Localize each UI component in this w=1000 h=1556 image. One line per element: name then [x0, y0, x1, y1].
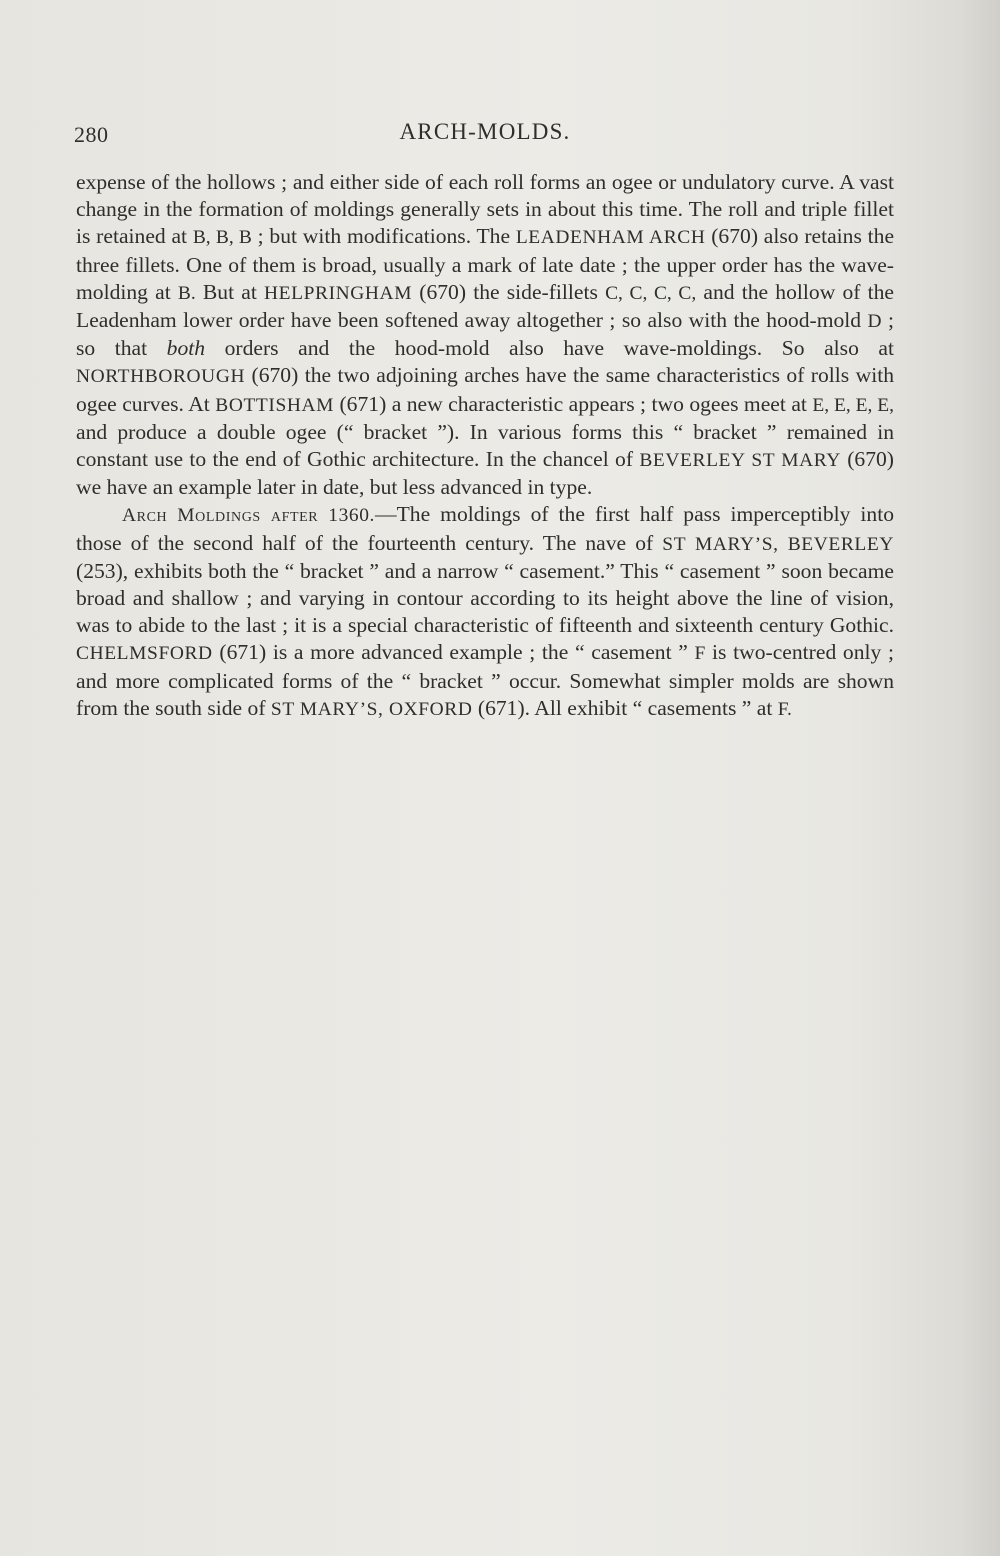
figure-reference: F. [777, 698, 792, 720]
text-run: (671) a new characteristic appears ; two ogees meet at [334, 391, 813, 416]
place-name: LEADENHAM ARCH [515, 227, 706, 249]
figure-reference: D [867, 311, 882, 333]
text-run: is two-centred only ; and more complicated forms of the “ bracket ” occur. Somewhat simpler molds are shown from the south side of [76, 640, 894, 720]
text-run: (670) we have an example later in date, but less advanced in type. [76, 447, 894, 500]
paragraph-2 [76, 501, 894, 723]
text-run: and the hollow of the Leadenham lower order have been softened away altogether ; so also with the hood-mold [76, 279, 894, 333]
figure-reference: B. [177, 282, 196, 304]
paragraph-1 [76, 169, 894, 501]
text-run: orders and the hood-mold also have wave-moldings. So also at [205, 336, 894, 361]
text-run: expense of the hollows ; and either side of each roll forms an ogee or undulatory curve. A vast change in the formation of moldings generally sets in about this time. The roll and triple fillet is retained at [76, 170, 894, 249]
figure-reference: C, C, C, C, [605, 282, 697, 304]
place-name: NORTHBOROUGH [76, 366, 246, 388]
body-text [76, 169, 894, 723]
text-run: ; so that [76, 308, 894, 361]
text-run: and produce a double ogee (“ bracket ”). In various forms this “ bracket ” remained in constant use to the end of Gothic architecture. In the chancel of [76, 419, 894, 472]
text-run: But at [195, 279, 265, 304]
place-name: ST MARY’S, BEVERLEY [662, 533, 895, 555]
place-name: BOTTISHAM [215, 394, 335, 416]
place-name: BEVERLEY ST MARY [639, 450, 841, 472]
text-run: ; but with modifications. The [251, 224, 516, 249]
place-name: CHELMSFORD [76, 643, 213, 665]
text-run: (670) the side-fillets [412, 279, 606, 304]
place-name: HELPRINGHAM [264, 282, 413, 304]
text-run: (671). All exhibit “ casements ” at [472, 695, 778, 720]
text-run: (670) the two adjoining arches have the same characteristics of rolls with ogee curves. At [76, 363, 894, 416]
text-run: —The moldings of the first half pass imperceptibly into those of the second half of the fourteenth century. The nave of [76, 502, 895, 555]
place-name: ST MARY’S, OXFORD [270, 698, 473, 720]
text-run: (253), exhibits both the “ bracket ” and a narrow “ casement.” This “ casement ” soon became broad and shallow ; and varying in contour according to its height above the line of vision, was to abide to the last ; it is a special characteristic of fifteenth and sixteenth century Gothic. [76, 558, 894, 638]
text-run: (671) is a more advanced example ; the “ casement ” [212, 640, 695, 665]
running-title: ARCH-MOLDS. [399, 119, 571, 144]
text-run: (670) also retains the three fillets. One of them is broad, usually a mark of late date ; the upper order has the wave-molding at [76, 224, 895, 304]
section-heading: Arch Moldings after 1360. [122, 505, 376, 527]
figure-reference: F [694, 643, 706, 665]
figure-reference: E, E, E, E, [812, 394, 894, 416]
emphasis: both [166, 336, 206, 361]
page-number: 280 [74, 122, 109, 147]
figure-reference: B, B, B [192, 227, 252, 249]
